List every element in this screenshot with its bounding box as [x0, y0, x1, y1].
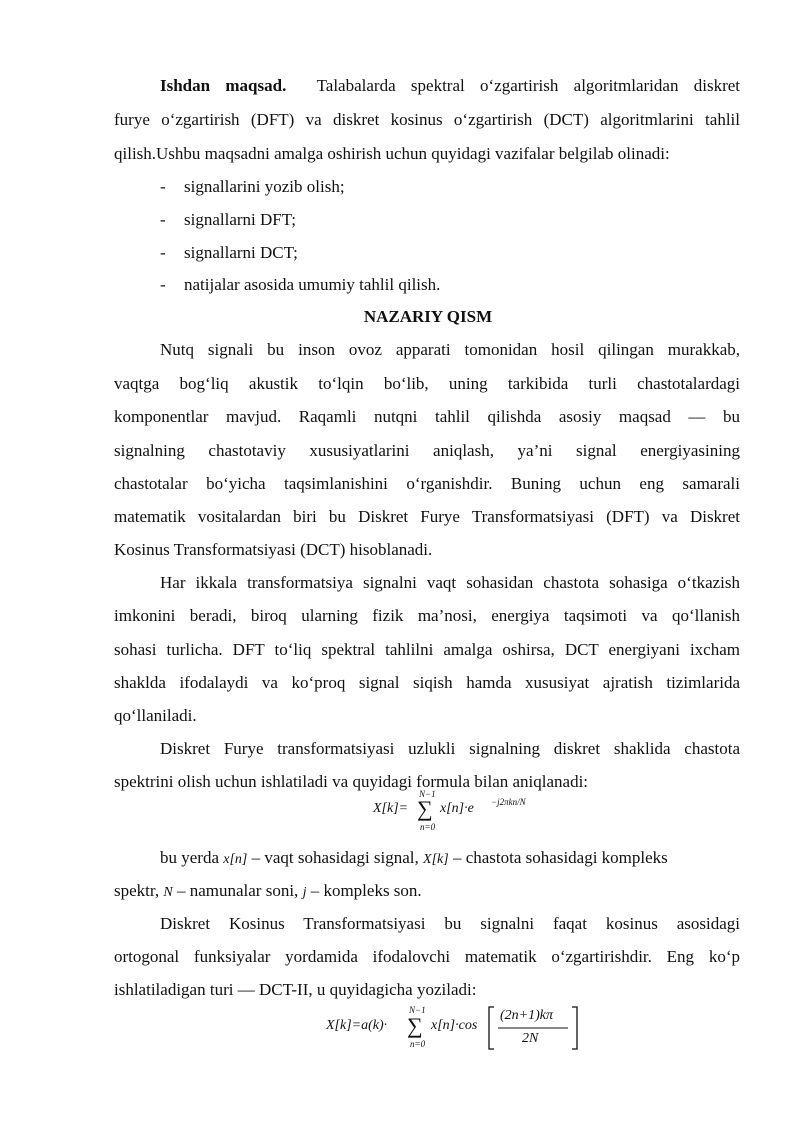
para1-line: vaqtga bog‘liq akustik to‘lqin bo‘lib, uning tarkibida turli chastotalardagi: [114, 374, 740, 393]
bullet-dash: -: [160, 243, 166, 262]
intro-heading: Ishdan maqsad.: [160, 76, 287, 95]
bullet-dash: -: [160, 210, 166, 229]
bullet-dash: -: [160, 275, 166, 294]
definitions-line-2: [114, 881, 422, 901]
dft-sum-bottom: n=0: [420, 822, 436, 832]
intro-line-1-text: Talabalarda spektral o‘zgartirish algoritmlaridan diskret: [316, 76, 740, 95]
def-text: – kompleks son.: [310, 881, 422, 900]
def-symbol: N: [163, 885, 173, 900]
dct-sum-bottom: n=0: [410, 1039, 426, 1049]
para4-line: Diskret Kosinus Transformatsiyasi bu signalni faqat kosinus asosidagi: [160, 914, 740, 933]
para1-line: Nutq signali bu inson ovoz apparati tomonidan hosil qilingan murakkab,: [160, 340, 740, 359]
dft-sigma: ∑: [417, 796, 433, 821]
para1-line: chastotalar bo‘yicha taqsimlanishini o‘rganishdir. Buning uchun eng samarali: [114, 474, 740, 493]
para1-line: komponentlar mavjud. Raqamli nutqni tahlil qilishda asosiy maqsad — bu: [114, 407, 740, 426]
dct-term: x[n]·cos: [431, 1018, 478, 1033]
def-symbol: x[n]: [223, 852, 248, 867]
intro-line-2: furye o‘zgartirish (DFT) va diskret kosinus o‘zgartirish (DCT) algoritmlarini tahlil: [114, 110, 740, 129]
dct-sigma: ∑: [407, 1013, 423, 1038]
bullet-item: signallarini yozib olish;: [184, 177, 345, 196]
para4-line: ortogonal funksiyalar yordamida ifodalovchi matematik o‘zgartirishdir. Eng ko‘p: [114, 947, 740, 966]
para2-line: Har ikkala transformatsiya signalni vaqt sohasidan chastota sohasiga o‘tkazish: [160, 573, 740, 592]
dct-lhs: X[k]=a(k)·: [326, 1018, 388, 1033]
para3-line: spektrini olish uchun ishlatiladi va quyidagi formula bilan aniqlanadi:: [114, 772, 589, 791]
def-symbol: X[k]: [423, 852, 449, 867]
bullet-item: signallarni DFT;: [184, 210, 296, 229]
para2-line: sohasi turlicha. DFT to‘liq spektral tahlilni amalga oshirsa, DCT energiyani ixcham: [114, 640, 740, 659]
def-text: bu yerda: [160, 848, 220, 867]
def-text: – chastota sohasidagi kompleks: [452, 848, 668, 867]
para2-line: imkonini beradi, biroq ularning fizik ma’nosi, energiya taqsimoti va qo‘llanish: [114, 606, 740, 625]
intro-line-3: qilish.Ushbu maqsadni amalga oshirish uchun quyidagi vazifalar belgilab olinadi:: [114, 144, 670, 163]
section-title: NAZARIY QISM: [363, 307, 493, 326]
def-text: – namunalar soni,: [176, 881, 299, 900]
dft-exponent: −j2πkn/N: [491, 797, 526, 807]
definitions-line-1: [160, 848, 668, 868]
para1-line: signalning chastotaviy xususiyatlarini aniqlash, ya’ni signal energiyasining: [114, 441, 740, 460]
dct-sum-top: N−1: [409, 1005, 426, 1015]
bullet-dash: -: [160, 177, 166, 196]
dct-denominator: 2N: [522, 1031, 539, 1046]
dft-lhs: X[k]=: [373, 801, 409, 816]
para4-line: ishlatiladigan turi — DCT-II, u quyidagicha yoziladi:: [114, 980, 477, 999]
para2-line: shaklda ifodalaydi va ko‘proq signal siqish hamda xususiyat ajratish tizimlarida: [114, 673, 740, 692]
bullet-item: signallarni DCT;: [184, 243, 298, 262]
para2-line: qo‘llaniladi.: [114, 706, 197, 725]
def-text: spektr,: [114, 881, 160, 900]
intro-line-1: [160, 76, 740, 96]
def-symbol: j: [302, 885, 307, 900]
bullet-item: natijalar asosida umumiy tahlil qilish.: [184, 275, 441, 294]
dft-term: x[n]·e: [440, 801, 474, 816]
dct-numerator: (2n+1)kπ: [500, 1008, 553, 1023]
dft-sum-top: N−1: [419, 789, 436, 799]
para1-line: matematik vositalardan biri bu Diskret Furye Transformatsiyasi (DFT) va Diskret: [114, 507, 740, 526]
para3-line: Diskret Furye transformatsiyasi uzlukli signalning diskret shaklida chastota: [160, 739, 740, 758]
def-text: – vaqt sohasidagi signal,: [251, 848, 419, 867]
para1-line: Kosinus Transformatsiyasi (DCT) hisoblanadi.: [114, 540, 433, 559]
